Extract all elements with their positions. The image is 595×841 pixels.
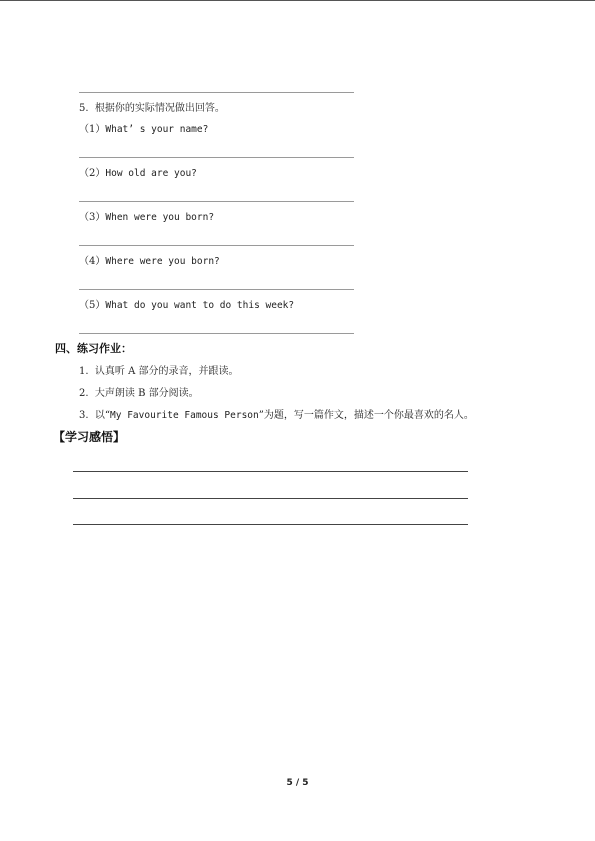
- item-text: How old are you?: [105, 168, 197, 179]
- item-text: When were you born?: [105, 212, 215, 223]
- reflection-line-1[interactable]: [73, 471, 468, 472]
- item-text: 大声朗读 B 部分阅读。: [94, 388, 199, 399]
- question-5-item-3: [79, 212, 214, 224]
- reflection-heading: 【学习感悟】: [53, 430, 126, 444]
- item-text: What do you want to do this week?: [105, 300, 295, 311]
- question-5-item-1: [79, 124, 208, 136]
- item-number: （5）: [79, 300, 106, 311]
- item-number: （1）: [79, 124, 106, 135]
- item-text: 认真听 A 部分的录音，并跟读。: [94, 366, 239, 377]
- page-top-border: [0, 0, 595, 1]
- question-5-number: 5.: [79, 103, 89, 114]
- answer-line-1[interactable]: [79, 157, 354, 158]
- item-text-suffix: ”为题，写一篇作文，描述一个你最喜欢的名人。: [258, 410, 474, 421]
- question-5-item-4: [79, 256, 220, 268]
- item-number: （2）: [79, 168, 106, 179]
- homework-item-1: [79, 366, 239, 378]
- answer-line-previous: [79, 92, 354, 93]
- homework-item-3: [79, 410, 474, 422]
- item-number: 3.: [79, 410, 89, 421]
- essay-title: My Favourite Famous Person: [110, 410, 259, 421]
- answer-line-2[interactable]: [79, 201, 354, 202]
- answer-line-5[interactable]: [79, 333, 354, 334]
- question-5-item-2: [79, 168, 197, 180]
- item-number: 1.: [79, 366, 89, 377]
- item-number: （3）: [79, 212, 106, 223]
- answer-line-4[interactable]: [79, 289, 354, 290]
- answer-line-3[interactable]: [79, 245, 354, 246]
- item-number: 2.: [79, 388, 89, 399]
- homework-item-2: [79, 388, 199, 400]
- reflection-line-3[interactable]: [73, 524, 468, 525]
- question-5-title: [79, 103, 225, 115]
- question-5-item-5: [79, 300, 294, 312]
- question-5-prompt: 根据你的实际情况做出回答。: [94, 103, 225, 114]
- homework-heading: 四、练习作业：: [55, 342, 132, 355]
- item-text-prefix: 以“: [94, 410, 111, 421]
- reflection-line-2[interactable]: [73, 498, 468, 499]
- page-number: 5 / 5: [286, 778, 309, 788]
- item-number: （4）: [79, 256, 106, 267]
- item-text: What’ s your name?: [105, 124, 209, 135]
- item-text: Where were you born?: [105, 256, 220, 267]
